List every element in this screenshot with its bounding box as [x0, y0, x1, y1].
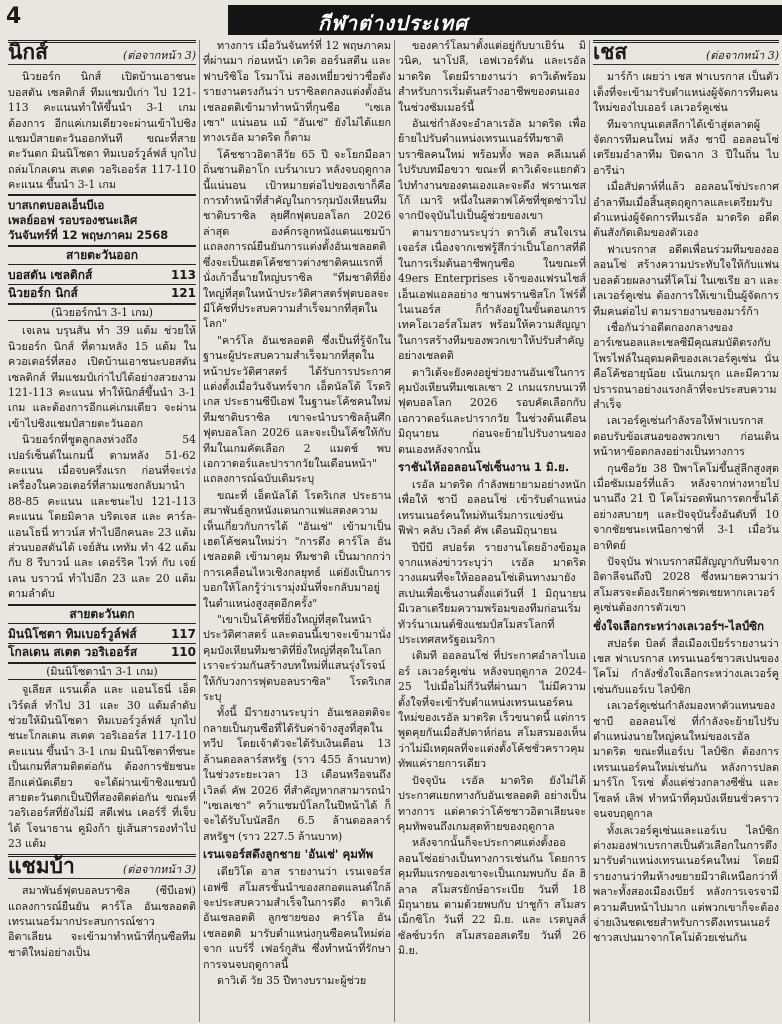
team-name: มินนิโซตา ทิมเบอร์วูล์ฟส์	[8, 627, 137, 641]
scoreboard-line: เพลย์ออฟ รอบรองชนะเลิศ	[8, 212, 138, 227]
column-4	[593, 38, 779, 1024]
paragraph: ดาวิเด้ วัย 35 ปีทางบรามะผู้ช่วย	[217, 973, 367, 987]
column-rule	[394, 40, 395, 1022]
east-label: สายตะวันออก	[8, 245, 196, 265]
paragraph: มาร์ก้า เผยว่า เชส ฟาเบรกาส เป็นตัวเต็งที่จะเข้ามารับตำแหน่งผู้จัดการทีมคนใหม่ของไบเออร์ เลเวอร์คูเซ่น	[593, 70, 779, 115]
paragraph: ดาวิเด้จะยังคงอยู่ช่วยงานอันเช่ในการคุมบังเหียนทีมเซเลเซา 2 เกมแรกบนเวทีฟุตบอลโลก 2026 รอบคัดเลือกกับเอกวาดอร์และปารากวัย ในช่วงต้นเดือนมิถุนายน ก่อนจะย้ายไปรับงานของตนเองหลังจากนั้น	[398, 365, 586, 456]
paragraph: นิวยอร์ก นิกส์ เปิดบ้านเอาชนะบอสตัน เซลติกส์ ทีมแชมป์เก่า ไป 121-113 คะแนนทำให้ขึ้นนำ 3-1 เกมต้องการ อีกแค่เกมเดียวจะผ่านเข้าไปชิงแชมป์สายตะวันออกทันที ขณะที่สายตะวันตก มินนิโซตา ทิมเบอร์วูล์ฟส์ บุกไปถล่มโกลเดน สเตต วอริเออร์ส 117-110 คะแนน ขึ้นนำ 3-1 เกม	[8, 70, 196, 192]
series-note: (มินนิโซตานำ 3-1 เกม)	[8, 664, 196, 680]
paragraph: ฟาเบรกาส อดีตเพื่อนร่วมทีมของออลอนโซ่ สร้างความประทับใจให้กับแฟนบอลด้วยผลงานที่โคโม่ ในเซเรีย อา และเลเวอร์คูเซ่น ต้องการให้เขาเป็นผู้จัดการทีมคนต่อไป ตามรายงานของมาร์ก้า	[593, 242, 779, 318]
paragraph: "คาร์โล อันเชลอตติ ซึ่งเป็นที่รู้จักในฐานะผู้ประสบความสำเร็จมากที่สุดในหน้าประวัติศาสตร์ ได้รับการประกาศแต่งตั้งเมื่อวันจันทร์จาก เอ็ดนัลโด้ โรดริเกส ประธานซีบีเอฟ ในฐานะโค้ชคนใหม่ทีมชาติบราซิล เขาจะนำบราซิลลุ้นศึกฟุตบอลโลก 2026 และจะเป็นโค้ชให้กับทีมในเกมคัดเลือก 2 แมตช์ พบเอกวาดอร์และปารากวัยในเดือนหน้า" แถลงการณ์ฉบับเดิมระบุ	[203, 333, 391, 486]
paragraph: เมื่อสัปดาห์ที่แล้ว ออลอนโซ่ประกาศอำลาทีมเมื่อสิ้นสุดฤดูกาลและเตรียมรับตำแหน่งผู้จัดการทีมเรอัล มาดริด อดีตต้นสังกัดเดิมของตัวเอง	[593, 180, 779, 240]
score-row	[8, 626, 196, 644]
paragraph: ขณะที่ เอ็ดนัลโด้ โรดริเกส ประธานสมาพันธ์ลูกหนังแดนกาแฟแสดงความเห็นเกี่ยวกับการได้ "อันเช่" เข้ามาเป็นเฮดโค้ชคนใหม่ว่า "การดึง คาร์โล อันเชลอตติ เข้ามาคุม ทีมชาติ เป็นมากกว่าการเคลื่อนไหวเชิงกลยุทธ์ แต่ยังเป็นการบอกให้โลกรู้ว่าเรามุ่งมั่นที่จะกลับมาอยู่ในตำแหน่งสูงสุดอีกครั้ง"	[203, 488, 391, 610]
team-score: 113	[170, 268, 196, 283]
article-header-cesc	[593, 40, 779, 65]
subheading: ราชันไห้ออลอนโซ่เซ็นงาน 1 มิ.ย.	[398, 459, 570, 474]
team-name: บอสตัน เซลติกส์	[8, 268, 93, 283]
article-header-knicks	[8, 40, 196, 65]
paragraph: โค้ชชาวอิตาลีวัย 65 ปี จะโยกมือลาถิ่นซานติอาโก เบร์นาเบว หลังจบฤดูกาลนี้แน่นอน เป้าหมายต่อไปของเขาก็คือการทำหน้าที่สำคัญในการกุมบังเหียนทีมชาติบราซิล ลุยศึกฟุตบอลโลก 2026 ล่าสุด องค์กรลูกหนังแดนแซมบ้าแถลงการณ์ยืนยันการแต่งตั้งอันเชลอตติ ซึ่งจะเป็นเฮดโค้ชชาวต่างชาติคนแรกที่นั่งเก้าอี้นายใหญ่บราซิล "ทีมชาติที่ยิ่งใหญ่ที่สุดในหน้าประวัติศาสตร์ฟุตบอลจะมีโค้ชที่ประสบความสำเร็จมากที่สุดในโลก"	[203, 147, 391, 331]
team-score: 121	[170, 286, 196, 301]
paragraph: ตามรายงานระบุว่า ดาวิเด้ สนใจเรนเจอร์ส เนื่องจากเชฟรู้สึกว่าเป็นโอกาสที่ดีในการเริ่มต้นอาชีพกุนซือ ในขณะที่ 49ers Enterprises เจ้าของแฟรนไชส์เอ็นเอฟแอลอย่าง ซานฟรานซิสโก โฟร์ตี้ไนเนอร์ส ก็กำลังอยู่ในขั้นตอนการเทคโอเวอร์สโมสร พร้อมให้ความสัญญาในการสร้างทีมของพวกเขาให้ปรับสำคัญอย่างเชลตติ	[398, 225, 586, 363]
paragraph: สมาพันธ์ฟุตบอลบราซิล (ซีบีเอฟ) แถลงการณ์ยืนยัน คาร์โล อันเชลอตติ เทรนเนอร์มากประสบการณ์ชาวอิตาเลียน จะเข้ามาทำหน้าที่กุนซือทีมชาติใหม่อย่างเป็น	[8, 884, 196, 959]
paragraph: สปอร์ต บิลด์ สื่อเมืองเบียร์รายงานว่า เชส ฟาเบรกาส เทรนเนอร์ชาวสเปนของโคโม่ กำลังชั่งใจเลือกระหว่างเลเวอร์คูเซ่นกับแอร์เบ ไลป์ซิก	[593, 636, 779, 696]
continued-note: (ต่อจากหน้า 3)	[705, 49, 779, 62]
column-rule	[199, 40, 200, 1022]
section-title: กีฬาต่างประเทศ	[318, 11, 468, 35]
article-title: แชมบ้า	[8, 853, 75, 878]
paragraph: เรอัล มาดริด กำลังพยายามอย่างหนักเพื่อให้ ชาบี อลอนโซ่ เข้ารับตำแหน่งเทรนเนอร์คนใหม่ทันเริ่มการแข่งขัน ฟีฟ่า คลับ เวิลด์ คัพ เดือนมิถุนายน	[398, 477, 586, 538]
paragraph: "เขาเป็นโค้ชที่ยิ่งใหญ่ที่สุดในหน้าประวัติศาสตร์ และตอนนี้เขาจะเข้ามานั่งคุมบังเหียนทีมชาติที่ยิ่งใหญ่ที่สุดในโลก เราจะร่วมกันสร้างบทใหม่ที่แสนรุ่งโรจน์ให้กับวงการฟุตบอลบราซิล" โรดริเกสระบุ	[203, 613, 391, 704]
paragraph: ทางการ เมื่อวันจันทร์ที่ 12 พฤษภาคมที่ผ่านมา ก่อนหน้า เดวิด ออร์นสตีน และ ฟาบริซิโอ โรมาโน่ สองเหยี่ยวข่าวชื่อดังรายงานตรงกันว่า บราซิลตกลงแต่งตั้งอันเชลอตติเข้ามาทำหน้าที่กุนซือ "เซเลเซา" แน่นอน แม้ "อันเช่" ยังไม่ได้แยกทางเรอัล มาดริด ก็ตาม	[203, 39, 391, 145]
column-rule	[589, 40, 590, 1022]
article-header-samba	[8, 854, 196, 879]
paragraph: ปีบีบี สปอร์ต รายงานโดยอ้างข้อมูลจากแหล่งข่าวระบุว่า เรอัล มาดริด วางแผนที่จะให้ออลอนโซ่เดินทางมายังสเปนเพื่อเซ็นงานตั้งแต่วันที่ 1 มิถุนายน มีเวลาเตรียมความพร้อมของทีมก่อนเริ่มทัวร์นาเมนต์ชิงแชมป์สโมสรโลกที่ประเทศสหรัฐอเมริกา	[398, 540, 586, 647]
paragraph: กุนซือวัย 38 ปีพาโคโม่ขึ้นสู่ลีกสูงสุดเมื่อซัมเมอร์ที่แล้ว หลังจากห่างหายไปนานถึง 21 ปี โคโม่รอดพ้นการตกชั้นได้อย่างสบายๆ และปัจจุบันรั้งอันดับที่ 10 จากชัยชนะเหนือกาซ่าที่ 3-1 เมื่อวันอาทิตย์	[593, 461, 779, 552]
continued-note: (ต่อจากหน้า 3)	[122, 49, 196, 62]
paragraph: ปัจจุบัน เรอัล มาดริด ยังไม่ได้ประกาศแยกทางกับอันเชลอตติ อย่างเป็นทางการ แต่คาดว่าโค้ชชาวอิตาเลียนจะคุมทัพจนถึงเกมสุดท้ายของฤดูกาล	[398, 773, 586, 833]
paragraph: เลเวอร์คูเซ่นกำลังมองหาตัวแทนของ ชาบี ออลอนโซ่ ที่กำลังจะย้ายไปรับตำแหน่งนายใหญ่คนใหม่ของเรอัล มาดริด ขณะที่แอร์เบ ไลป์ซิก ต้องการเทรนเนอร์คนใหม่เช่นกัน หลังการปลด มาร์โก โรเซ่ ตั้งแต่ช่วงกลางซีซั่น และ โซลท์ เลิฟ ทำหน้าที่คุมบังเหียนชั่วคราวจนจบฤดูกาล	[593, 699, 779, 821]
article-title: นิกส์	[8, 40, 48, 64]
score-row	[8, 285, 196, 304]
series-note: (นิวยอร์กนำ 3-1 เกม)	[8, 305, 196, 321]
scoreboard-line: วันจันทร์ที่ 12 พฤษภาคม 2568	[8, 227, 169, 242]
subheading: ชั่งใจเลือกระหว่างเลเวอร์ฯ-ไลป์ซิก	[593, 618, 765, 633]
column-3	[398, 38, 586, 1024]
paragraph: เชื่อกันว่าอดีตกองกลางของอาร์เซนอลและเชลซีมีคุณสมบัติตรงกับโพรไฟล์ในอุดมคติของเลเวอร์คูเซ่น นั่นคือโค้ชอายุน้อย เน้นเกมรุก และมีความปรารถนาอย่างแรงกล้าที่จะประสบความสำเร็จ	[593, 320, 779, 411]
team-name: นิวยอร์ก นิกส์	[8, 286, 78, 301]
paragraph: เลเวอร์คูเซ่นกำลังรอให้ฟาเบรกาสตอบรับข้อเสนอของพวกเขา ก่อนเดินหน้าหาข้อตกลงอย่างเป็นทางการ	[593, 414, 779, 459]
team-score: 117	[170, 627, 196, 641]
paragraph: อันเช่กำลังจะอำลาเรอัล มาดริด เพื่อย้ายไปรับตำแหน่งเทรนเนอร์ทีมชาติบราซิลคนใหม่ พร้อมทั้ง พอล คลีเมนต์ ไปรับบทมือขวา ขณะที่ ดาวิเด้จะแยกตัวไปทำงานของตนเองและจะดึง ฟรานเชสโก้ เมาริ หนึ่งในสตาฟโค้ชที่ชุดซ่าวไปจากปัจจุบันไปเป็นผู้ช่วยของเขา	[398, 117, 586, 223]
team-name: โกลเดน สเตต วอริเออร์ส	[8, 645, 138, 660]
paragraph: ทั้งนี้ มีรายงานระบุว่า อันเชลอตติจะกลายเป็นกุนซือที่ได้รับค่าจ้างสูงที่สุดในทวีป โดยเจ้าตัวจะได้รับเงินเดือน 13 ล้านดอลลาร์สหรัฐ (ราว 455 ล้านบาท) ในช่วงระยะเวลา 13 เดือนหรือจนถึงเวิลด์ คัพ 2026 ที่สำคัญหากสามารถนำ "เซเลเซา" คว้าแชมป์โลกในปีหน้าได้ ก็จะได้รับโบนัสอีก 6.5 ล้านดอลลาร์สหรัฐฯ (ราว 227.5 ล้านบาท)	[203, 706, 391, 843]
paragraph: ทีมจากบุนเดสลีกาได้เข้าสู่ตลาดผู้จัดการทีมคนใหม่ หลัง ชาบี ออลอนโซ่ เตรียมอำลาทีม ปิดฉาก 3 ปีในถิ่น ไบ อารีน่า	[593, 117, 779, 177]
page-number: 4	[6, 4, 22, 29]
page-header	[0, 0, 782, 40]
scoreboard-line: บาสเกตบอลเอ็นบีเอ	[8, 197, 105, 212]
paragraph: ของคาร์โลมาตั้งแต่อยู่กับบาเยิร์น มิวนิค, นาโปลี, เอฟเวอร์ตัน และเรอัล มาดริด โดยมีรายงานว่า ดาวิเด้พร้อมสำหรับการเริ่มต้นสร้างอาชีพของตนเองในช่วงซัมเมอร์นี้	[398, 39, 586, 114]
score-row	[8, 267, 196, 285]
paragraph: ทั้งเลเวอร์คูเซ่นและแอร์เบ ไลป์ซิก ต่างมองฟาเบรกาสเป็นตัวเลือกในการดึงมารับตำแหน่งเทรนเนอร์คนใหม่ โดยมีรายงานว่าทีมห้างขยายมีวาดิเหนือกว่าที่พลาะทั้งสองเมืองเบียร์ หลังการเจรจามีความคืบหน้าไปมาก แต่พวกเขาก็จะต้องจ่ายเงินชดเชยสำหรับการดึงเทรนเนอร์ชาวสเปนมาจากโคโม่ด้วยเช่นกัน	[593, 823, 779, 945]
column-1	[8, 38, 196, 1024]
subheading: เรนเจอร์สดึงลูกชาย 'อันเช่' คุมทัพ	[203, 847, 374, 862]
team-score: 110	[170, 645, 196, 660]
paragraph: หลังจากนั้นก็จะประกาศแต่งตั้งออลอนโซ่อย่างเป็นทางการเช่นกัน โดยการคุมทีมแรกของเขาจะเป็นเกมพบกับ อัล ฮิลาล สโมสรยักษ์อาระเบีย วันที่ 18 มิถุนายน ตามด้วยพบกับ ปาชูก้า สโมสรเม็กซิโก วันที่ 22 มิ.ย. และ เรดบูลส์ ซัลซ์บวร์ก สโมสรออสเตรีย วันที่ 26 มิ.ย.	[398, 836, 586, 958]
continued-note: (ต่อจากหน้า 3)	[122, 862, 196, 876]
article-title: เชส	[593, 40, 628, 64]
paragraph: เดิมที ออลอนโซ่ ที่ประกาศอำลาไบเออร์ เลเวอร์คูเซ่น หลังจบฤดูกาล 2024-25 ไปเมื่อไม่กี่วันที่ผ่านมา ไม่มีความตั้งใจที่จะเข้ารับตำแหน่งเทรนเนอร์คนใหม่ของเรอัล มาดริด เร็วขนาดนี้ แต่การพูดคุยกันเมื่อสัปดาห์ก่อน สโมสรมองเห็นว่าไม่มีเหตุผลที่จะแต่งตั้งโค้ชชั่วคราวคุมทัพแค่รายการเดียว	[398, 649, 586, 771]
paragraph: นิวยอร์กที่ชูตลูกลงห่วงถึง 54 เปอร์เซ็นต์ในเกมนี้ ตามหลัง 51-62 คะแนน เมื่อจบครึ่งแรก ก่อนที่จะเร่งเครื่องในควอเตอร์ที่สามแซงกลับมานำ 88-85 คะแนน และชนะไป 121-113 คะแนน โดยมิคาล บริดเจส และ คาร์ล-แอนโธนี่ ทาวน์ส ทำไปอีกคนละ 23 แต้ม ส่วนบอสตันได้ เจย์สัน เททัม ทำ 42 แต้ม กับ 8 รีบาวน์ และ เดอร์ริค ไวท์ กับ เจย์เลน บราวน์ ทำไปอีก 23 และ 20 แต้ม ตามลำดับ	[8, 433, 196, 601]
paragraph: เดียวิโด อาส รายงานว่า เรนเจอร์ส เอฟซี สโมสรชั้นนำของสกอตแลนด์ใกล้จะประสบความสำเร็จในการดึง ดาวิเด้ อันเชลอตติ ลูกชายของ คาร์โล อันเชลอตติ มารับตำแหน่งกุนซือคนใหม่ต่อจาก แบร์รี่ เฟอร์กูสัน ซึ่งทำหน้าที่รักษาการจนจบฤดูกาลนี้	[203, 865, 391, 971]
paragraph: จูเลียส แรนเดิ้ล และ แอนโธนี่ เอ็ดเวิร์ดส์ ทำไป 31 และ 30 แต้มลำดับ ช่วยให้มินนิโซตา ทิมเบอร์วูล์ฟส์ บุกไปชนะโกลเดน สเตต วอริเออร์ส 117-110 คะแนน ขึ้นนำ 3-1 เกม มินนิโซตาที่ชนะเป็นเกมที่สามติดต่อกัน ต้องการชัยชนะอีกแค่นัดเดียว จะได้ผ่านเข้าชิงแชมป์สายตะวันตกเป็นปีที่สองติดต่อกัน ขณะที่วอริเออร์สที่ยังไม่มี สตีเฟน เคอร์รี่ ที่เจ็บ ได้ โจนาธาน คูมิงก้า ยู่เส้นสารองทำไป 23 แต้ม	[8, 683, 196, 851]
west-label: สายตะวันตก	[8, 604, 196, 624]
column-2	[203, 38, 391, 1024]
paragraph: ปัจจุบัน ฟาเบรกาสมีสัญญากับทีมจากอิตาลีจนถึงปี 2028 ซึ่งหมายความว่าสโมสรจะต้องเรียกค่าชดเชยหากเลเวอร์คูเซ่นต้องการตัวเขา	[593, 555, 779, 615]
section-banner	[228, 5, 782, 35]
scoreboard-heading	[8, 194, 196, 243]
score-row	[8, 644, 196, 663]
paragraph: เจเลน บรุนสัน ทำ 39 แต้ม ช่วยให้นิวยอร์ก นิกส์ ที่ตามหลัง 15 แต้ม ในควอเตอร์ที่สอง เปิดบ้านเอาชนะบอสตัน เซลติกส์ ทีมแชมป์เก่าไปได้อย่างสวยงาม 121-113 คะแนน ทำให้นิกส์ขึ้นนำ 3-1 เกม และต้องการอีกแค่เกมเดียว จะผ่านเข้าไปชิงแชมป์สายตะวันออก	[8, 324, 196, 430]
